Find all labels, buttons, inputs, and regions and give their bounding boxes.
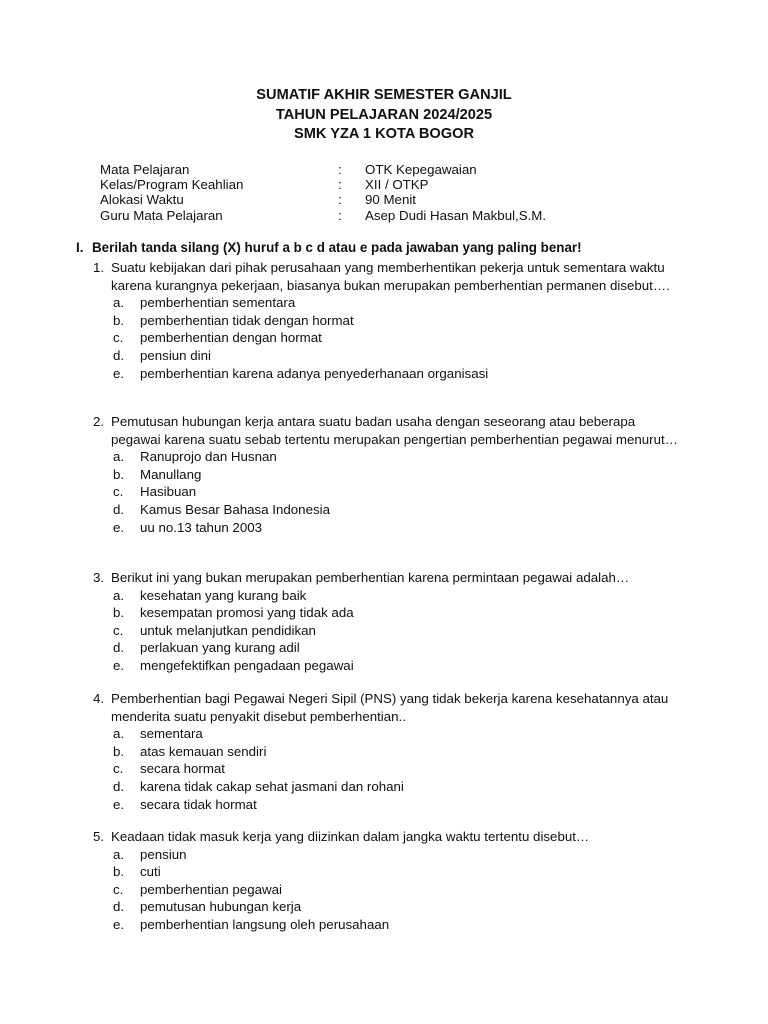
option-letter: b.: [113, 605, 125, 621]
question-text: Pemutusan hubungan kerja antara suatu badan usaha dengan seseorang atau beberapa pegawai karena suatu sebab tertentu merupakan pengertian pemberhentian pegawai menurut…: [111, 414, 678, 447]
option-b[interactable]: [93, 466, 683, 484]
option-e[interactable]: [93, 365, 683, 383]
question-number: 5.: [93, 829, 105, 844]
option-text: atas kemauan sendiri: [140, 743, 267, 759]
option-letter: d.: [113, 778, 125, 794]
option-e[interactable]: [93, 657, 683, 675]
info-colon: :: [338, 177, 342, 193]
info-row-teacher: [100, 208, 546, 223]
option-text: Kamus Besar Bahasa Indonesia: [140, 501, 330, 517]
option-a[interactable]: [93, 725, 683, 743]
option-text: secara tidak hormat: [140, 796, 257, 812]
header-title: SUMATIF AKHIR SEMESTER GANJIL: [256, 87, 512, 103]
option-text: pensiun: [140, 846, 187, 862]
option-text: pemberhentian sementara: [140, 295, 296, 311]
option-letter: a.: [113, 726, 125, 742]
option-a[interactable]: [93, 846, 683, 864]
option-list: [93, 725, 683, 813]
info-colon: :: [338, 207, 342, 223]
option-text: mengefektifkan pengadaan pegawai: [140, 657, 354, 673]
question-5: [93, 828, 683, 934]
option-letter: c.: [113, 484, 124, 500]
question-number: 1.: [93, 260, 105, 275]
option-text: kesehatan yang kurang baik: [140, 587, 307, 603]
info-value: 90 Menit: [365, 192, 416, 208]
option-letter: e.: [113, 657, 125, 673]
option-b[interactable]: [93, 604, 683, 622]
option-letter: e.: [113, 796, 125, 812]
option-text: Ranuprojo dan Husnan: [140, 449, 277, 465]
option-c[interactable]: [93, 622, 683, 640]
info-row-subject: [100, 162, 546, 177]
option-a[interactable]: [93, 294, 683, 312]
exam-header: [0, 86, 768, 145]
option-text: pemberhentian dengan hormat: [140, 330, 322, 346]
info-label: Kelas/Program Keahlian: [100, 177, 244, 193]
section-instruction: [76, 240, 582, 255]
option-text: perlakuan yang kurang adil: [140, 640, 300, 656]
question-number: 4.: [93, 691, 105, 706]
option-text: pemberhentian karena adanya penyederhanaan organisasi: [140, 365, 489, 381]
header-school-year: TAHUN PELAJARAN 2024/2025: [275, 106, 493, 123]
info-value: Asep Dudi Hasan Makbul,S.M.: [365, 207, 547, 223]
option-letter: a.: [113, 449, 125, 465]
option-text: pemutusan hubungan kerja: [140, 899, 302, 915]
option-letter: b.: [113, 864, 125, 880]
option-text: pemberhentian pegawai: [140, 881, 282, 897]
info-colon: :: [338, 192, 342, 208]
option-letter: c.: [113, 622, 124, 638]
info-label: Alokasi Waktu: [100, 192, 184, 208]
question-number: 3.: [93, 570, 105, 585]
exam-info-table: [100, 162, 546, 223]
option-letter: d.: [113, 899, 125, 915]
option-letter: a.: [113, 587, 125, 603]
option-letter: d.: [113, 501, 125, 517]
option-text: pemberhentian tidak dengan hormat: [140, 312, 354, 328]
option-d[interactable]: [93, 778, 683, 796]
option-letter: c.: [113, 881, 124, 897]
option-c[interactable]: [93, 483, 683, 501]
option-letter: a.: [113, 846, 125, 862]
option-text: pemberhentian langsung oleh perusahaan: [140, 916, 390, 932]
option-text: untuk melanjutkan pendidikan: [140, 622, 316, 638]
option-text: pensiun dini: [140, 347, 211, 363]
option-text: cuti: [140, 864, 161, 880]
option-a[interactable]: [93, 587, 683, 605]
question-3: [93, 569, 683, 675]
option-letter: c.: [113, 761, 124, 777]
question-4: [93, 690, 683, 813]
section-numeral: I.: [76, 240, 84, 255]
option-text: sementara: [140, 726, 203, 742]
instruction-text: Berilah tanda silang (X) huruf a b c d atau e pada jawaban yang paling benar!: [92, 240, 582, 255]
option-text: karena tidak cakap sehat jasmani dan rohani: [140, 778, 404, 794]
option-d[interactable]: [93, 347, 683, 365]
question-number: 2.: [93, 414, 105, 429]
option-letter: b.: [113, 743, 125, 759]
info-label: Guru Mata Pelajaran: [100, 207, 223, 223]
option-b[interactable]: [93, 312, 683, 330]
option-letter: c.: [113, 330, 124, 346]
option-text: uu no.13 tahun 2003: [140, 519, 263, 535]
header-school-name: SMK YZA 1 KOTA BOGOR: [294, 126, 474, 142]
option-text: secara hormat: [140, 761, 225, 777]
option-letter: b.: [113, 466, 125, 482]
option-d[interactable]: [93, 501, 683, 519]
option-e[interactable]: [93, 916, 683, 934]
option-letter: e.: [113, 519, 125, 535]
option-d[interactable]: [93, 898, 683, 916]
info-row-class: [100, 177, 546, 192]
info-label: Mata Pelajaran: [100, 162, 190, 177]
option-letter: d.: [113, 347, 125, 363]
info-value: XII / OTKP: [365, 177, 429, 193]
option-letter: a.: [113, 295, 125, 311]
option-e[interactable]: [93, 796, 683, 814]
question-text: Keadaan tidak masuk kerja yang diizinkan dalam jangka waktu tertentu disebut…: [111, 829, 590, 844]
question-text: Berikut ini yang bukan merupakan pemberhentian karena permintaan pegawai adalah…: [111, 570, 630, 585]
option-d[interactable]: [93, 639, 683, 657]
info-row-duration: [100, 192, 546, 207]
info-value: OTK Kepegawaian: [365, 162, 477, 177]
option-text: Hasibuan: [140, 484, 197, 500]
option-text: kesempatan promosi yang tidak ada: [140, 605, 354, 621]
option-a[interactable]: [93, 448, 683, 466]
option-letter: e.: [113, 365, 125, 381]
option-c[interactable]: [93, 881, 683, 899]
option-b[interactable]: [93, 863, 683, 881]
option-e[interactable]: [93, 519, 683, 537]
question-text: Pemberhentian bagi Pegawai Negeri Sipil (PNS) yang tidak bekerja karena kesehatannya atau menderita suatu penyakit disebut pemberhentian..: [111, 691, 669, 724]
option-letter: b.: [113, 312, 125, 328]
question-text: Suatu kebijakan dari pihak perusahaan yang memberhentikan pekerja untuk sementara waktu karena kurangnya pekerjaan, biasanya bukan merupakan pemberhentian permanen disebut….: [111, 260, 670, 293]
option-list: [93, 294, 683, 382]
option-b[interactable]: [93, 743, 683, 761]
question-1: [93, 259, 683, 382]
info-colon: :: [338, 162, 342, 177]
option-text: Manullang: [140, 466, 202, 482]
question-2: [93, 413, 683, 536]
option-letter: d.: [113, 640, 125, 656]
option-c[interactable]: [93, 760, 683, 778]
option-list: [93, 448, 683, 536]
option-c[interactable]: [93, 329, 683, 347]
option-list: [93, 846, 683, 934]
option-letter: e.: [113, 916, 125, 932]
option-list: [93, 587, 683, 675]
